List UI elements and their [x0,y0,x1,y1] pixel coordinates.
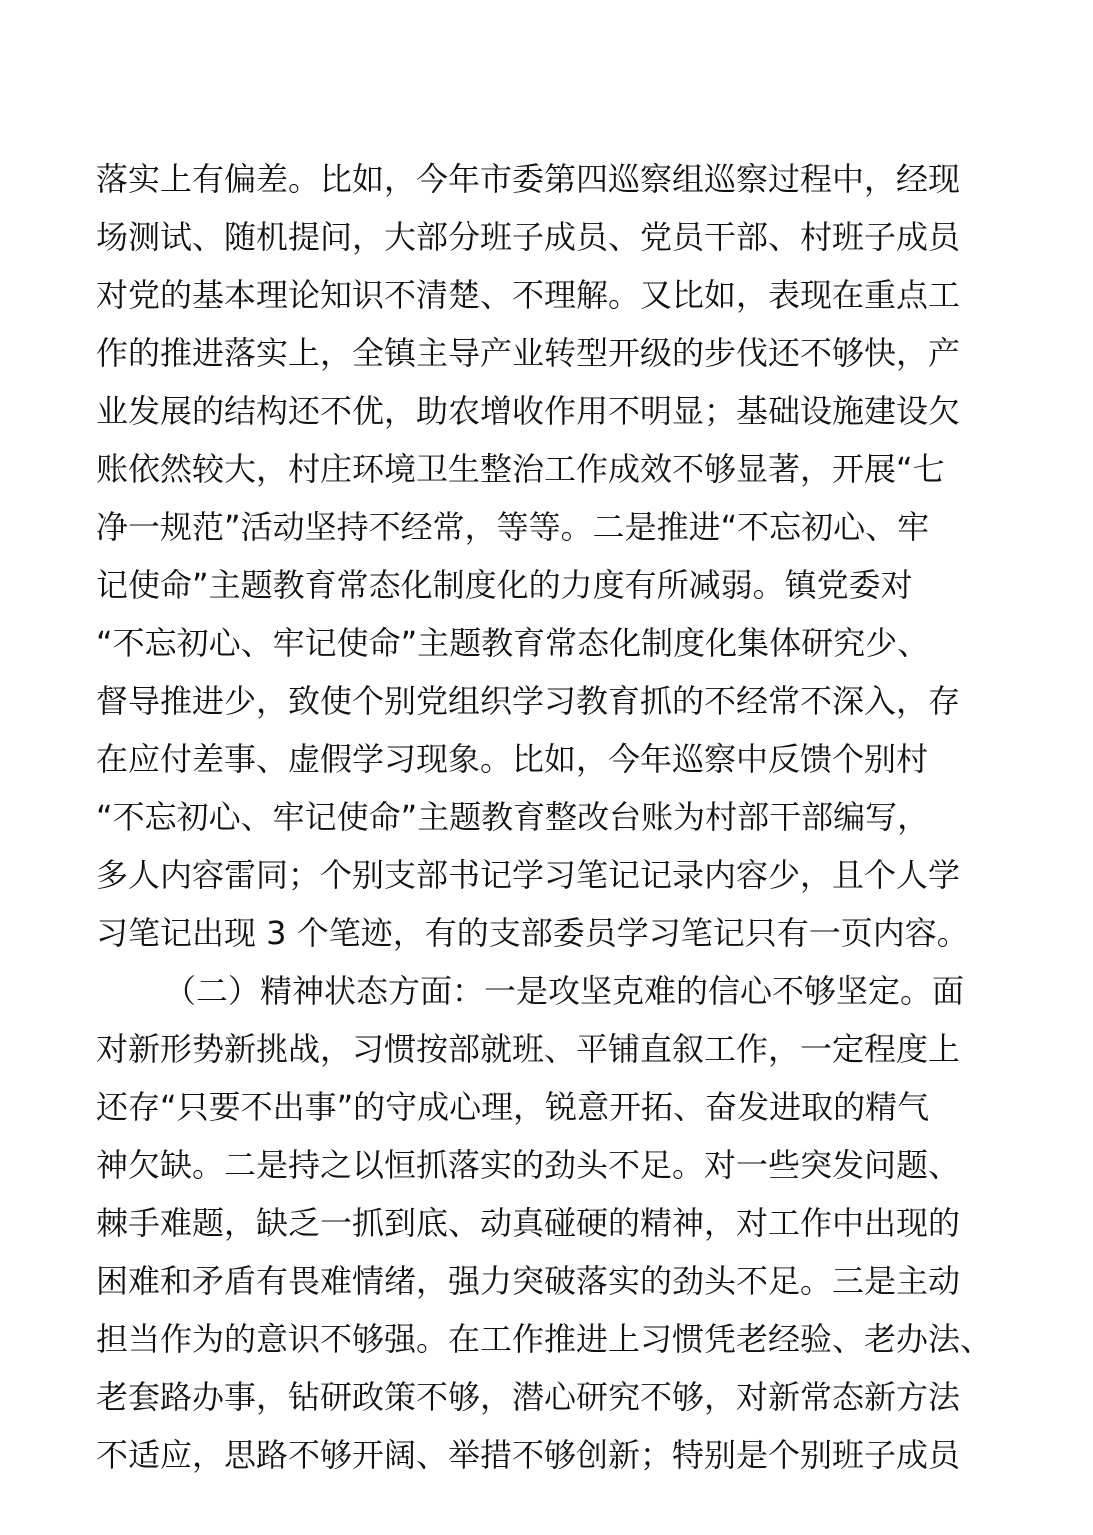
section-heading-line: （二）精神状态方面：一是攻坚克难的信心不够坚定。面 [164,972,965,1010]
text-line: 担当作为的意识不够强。在工作推进上习惯凭老经验、老办法、 [96,1320,993,1358]
text-line: 对新形势新挑战，习惯按部就班、平铺直叙工作，一定程度上 [96,1030,961,1068]
text-line: “不忘初心、牢记使命”主题教育常态化制度化集体研究少、 [96,624,930,662]
text-line: 多人内容雷同；个别支部书记学习笔记记录内容少，且个人学 [96,856,961,894]
text-line: 对党的基本理论知识不清楚、不理解。又比如，表现在重点工 [96,276,961,314]
text-line: 净一规范”活动坚持不经常，等等。二是推进“不忘初心、牢 [96,508,930,546]
text-line: 还存“只要不出事”的守成心理，锐意开拓、奋发进取的精气 [96,1088,930,1126]
text-line: 不适应，思路不够开阔、举措不够创新；特别是个别班子成员 [96,1436,961,1474]
text-line: “不忘初心、牢记使命”主题教育整改台账为村部干部编写， [96,798,930,836]
text-line: 老套路办事，钻研政策不够，潜心研究不够，对新常态新方法 [96,1378,961,1416]
text-line: 账依然较大，村庄环境卫生整治工作成效不够显著，开展“七 [96,450,945,488]
body-text [96,150,1016,1484]
text-line: 困难和矛盾有畏难情绪，强力突破落实的劲头不足。三是主动 [96,1262,961,1300]
text-line: 神欠缺。二是持之以恒抓落实的劲头不足。对一些突发问题、 [96,1146,961,1184]
text-line: 在应付差事、虚假学习现象。比如，今年巡察中反馈个别村 [96,740,929,778]
text-line: 督导推进少，致使个别党组织学习教育抓的不经常不深入，存 [96,682,961,720]
text-line: 习笔记出现 3 个笔迹，有的支部委员学习笔记只有一页内容。 [96,914,969,952]
text-line: 落实上有偏差。比如，今年市委第四巡察组巡察过程中，经现 [96,160,961,198]
text-line: 记使命”主题教育常态化制度化的力度有所减弱。镇党委对 [96,566,913,604]
text-line: 作的推进落实上，全镇主导产业转型开级的步伐还不够快，产 [96,334,961,372]
text-line: 业发展的结构还不优，助农增收作用不明显；基础设施建设欠 [96,392,961,430]
text-line: 场测试、随机提问，大部分班子成员、党员干部、村班子成员 [96,218,961,256]
text-line: 棘手难题，缺乏一抓到底、动真碰硬的精神，对工作中出现的 [96,1204,961,1242]
